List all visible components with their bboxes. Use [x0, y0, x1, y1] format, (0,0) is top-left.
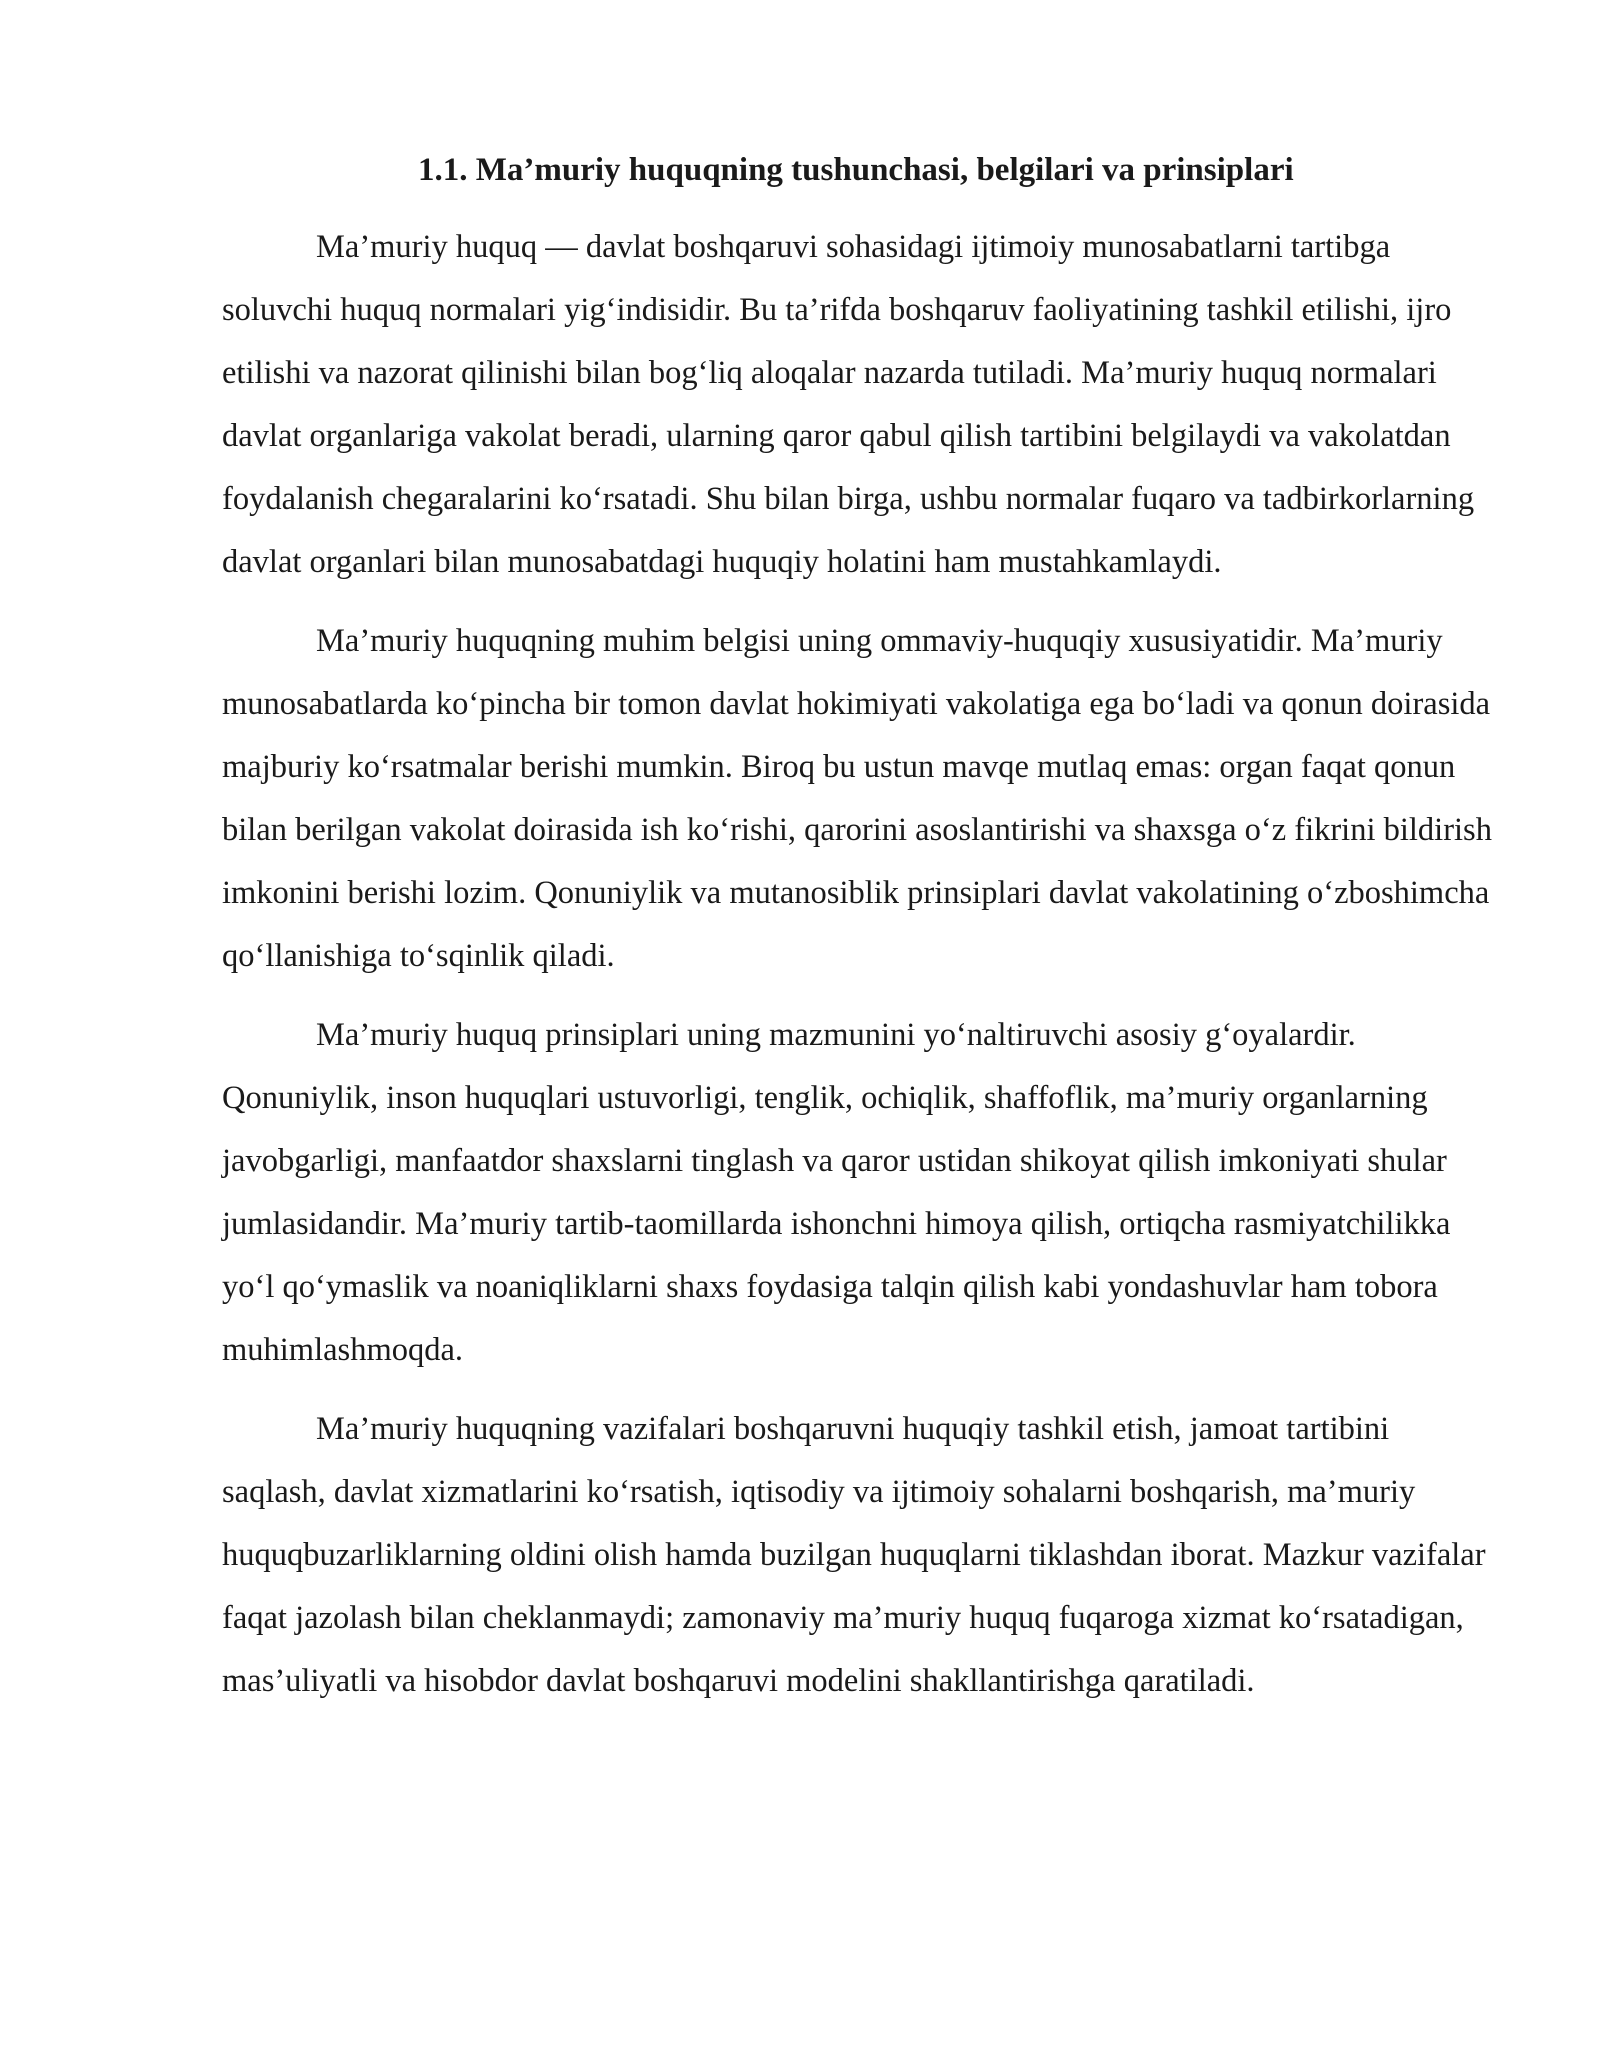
paragraph-features: Ma’muriy huquqning muhim belgisi uning ommaviy-huquqiy xususiyatidir. Ma’muriy munosabatlarda ko‘pincha bir tomon davlat hokimiyati vakolatiga ega bo‘ladi va qonun doirasida majburiy ko‘rsatmalar berishi mumkin. Biroq bu ustun mavqe mutlaq emas: organ faqat qonun bilan berilgan vakolat doirasida ish ko‘rishi, qarorini asoslantirishi va shaxsga o‘z fikrini bildirish imkonini berishi lozim. Qonuniylik va mutanosiblik prinsiplari davlat vakolatining o‘zboshimcha qo‘llanishiga to‘sqinlik qiladi.: [222, 623, 1492, 974]
document-body: [222, 146, 1500, 1729]
paragraph-definition: Ma’muriy huquq — davlat boshqaruvi sohasidagi ijtimoiy munosabatlarni tartibga soluvchi huquq normalari yig‘indisidir. Bu ta’rifda boshqaruv faoliyatining tashkil etilishi, ijro etilishi va nazorat qilinishi bilan bog‘liq aloqalar nazarda tutiladi. Ma’muriy huquq normalari davlat organlariga vakolat beradi, ularning qaror qabul qilish tartibini belgilaydi va vakolatdan foydalanish chegaralarini ko‘rsatadi. Shu bilan birga, ushbu normalar fuqaro va tadbirkorlarning davlat organlari bilan munosabatdagi huquqiy holatini ham mustahkamlaydi.: [222, 229, 1475, 580]
paragraph-tasks: Ma’muriy huquqning vazifalari boshqaruvni huquqiy tashkil etish, jamoat tartibini saqlash, davlat xizmatlarini ko‘rsatish, iqtisodiy va ijtimoiy sohalarni boshqarish, ma’muriy huquqbuzarliklarning oldini olish hamda buzilgan huquqlarni tiklashdan iborat. Mazkur vazifalar faqat jazolash bilan cheklanmaydi; zamonaviy ma’muriy huquq fuqaroga xizmat ko‘rsatadigan, mas’uliyatli va hisobdor davlat boshqaruvi modelini shakllantirishga qaratiladi.: [222, 1411, 1486, 1699]
paragraph-principles: Ma’muriy huquq prinsiplari uning mazmunini yo‘naltiruvchi asosiy g‘oyalardir. Qonuniylik, inson huquqlari ustuvorligi, tenglik, ochiqlik, shaffoflik, ma’muriy organlarning javobgarligi, manfaatdor shaxslarni tinglash va qaror ustidan shikoyat qilish imkoniyati shular jumlasidandir. Ma’muriy tartib-taomillarda ishonchni himoya qilish, ortiqcha rasmiyatchilikka yo‘l qo‘ymaslik va noaniqliklarni shaxs foydasiga talqin qilish kabi yondashuvlar ham tobora muhimlashmoqda.: [222, 1017, 1451, 1368]
section-heading: 1.1. Ma’muriy huquqning tushunchasi, belgilari va prinsiplari: [418, 152, 1294, 188]
